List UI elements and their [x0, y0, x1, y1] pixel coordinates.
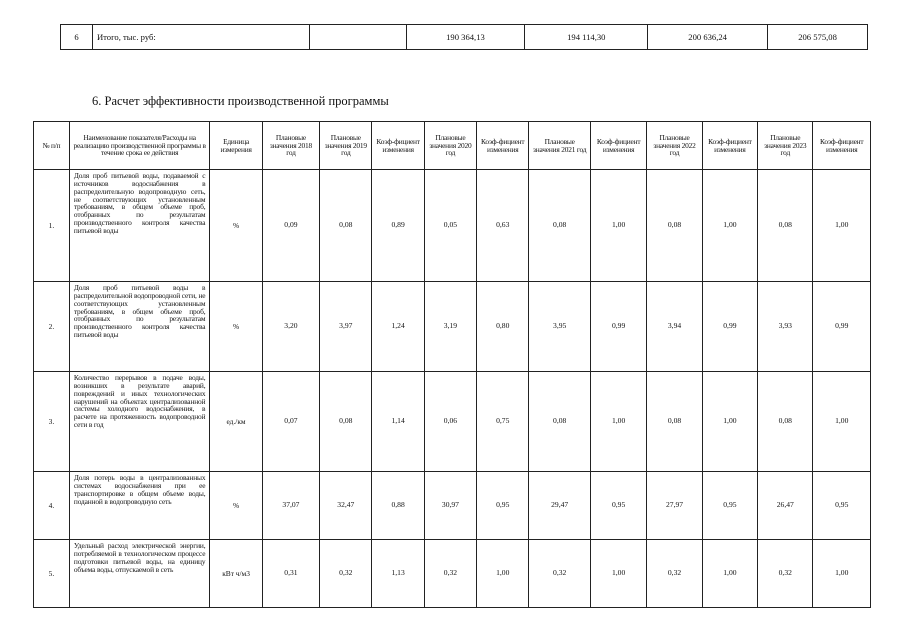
row-number: 3. — [34, 372, 70, 472]
row-value: 0,89 — [372, 170, 424, 282]
row-value: 27,97 — [647, 472, 702, 540]
row-value: 0,95 — [813, 472, 871, 540]
table-row — [34, 540, 871, 608]
row-value: 0,08 — [529, 170, 591, 282]
row-description: Доля проб питьевой воды, подаваемой с источников водоснабжения в распределительную водопроводную сеть, не соответствующих установленным требованиям, в общем объеме проб, отобранных по результатам производственного контроля качества питьевой воды — [69, 170, 210, 282]
row-value: 1,14 — [372, 372, 424, 472]
row-value: 3,93 — [758, 282, 813, 372]
row-value: 0,06 — [424, 372, 476, 472]
column-header: № п/п — [34, 122, 70, 170]
row-value: 1,00 — [477, 540, 529, 608]
row-unit: кВт ч/м3 — [210, 540, 262, 608]
row-value: 0,32 — [529, 540, 591, 608]
column-header: Плановые значения 2022 год — [647, 122, 702, 170]
column-header: Коэф-фициент изменения — [813, 122, 871, 170]
column-header: Плановые значения 2023 год — [758, 122, 813, 170]
row-value: 3,20 — [262, 282, 319, 372]
row-value: 0,05 — [424, 170, 476, 282]
row-value: 0,09 — [262, 170, 319, 282]
row-value: 1,00 — [813, 540, 871, 608]
row-value: 1,00 — [813, 170, 871, 282]
row-value: 0,07 — [262, 372, 319, 472]
row-value: 3,97 — [320, 282, 372, 372]
row-value: 1,00 — [702, 372, 757, 472]
row-description: Удельный расход электрической энергии, потребляемой в технологическом процессе подготовки питьевой воды, на единицу объема воды, отпускаемой в сеть — [69, 540, 210, 608]
row-value: 3,94 — [647, 282, 702, 372]
row-value: 0,75 — [477, 372, 529, 472]
summary-value: 200 636,24 — [648, 25, 768, 50]
summary-value: 194 114,30 — [525, 25, 648, 50]
table-header-row — [34, 122, 871, 170]
row-unit: ед./км — [210, 372, 262, 472]
table-row — [34, 170, 871, 282]
column-header: Плановые значения 2018 год — [262, 122, 319, 170]
row-value: 26,47 — [758, 472, 813, 540]
row-value: 0,32 — [647, 540, 702, 608]
row-value: 1,00 — [590, 540, 646, 608]
row-value: 0,95 — [590, 472, 646, 540]
row-value: 3,19 — [424, 282, 476, 372]
row-value: 0,99 — [813, 282, 871, 372]
column-header: Наименование показателя/Расходы на реализацию производственной программы в течение срока ее действия — [69, 122, 210, 170]
row-number: 5. — [34, 540, 70, 608]
row-value: 0,08 — [320, 372, 372, 472]
section-title: 6. Расчет эффективности производственной программы — [92, 94, 389, 108]
row-value: 0,08 — [647, 170, 702, 282]
column-header: Коэф-фициент изменения — [590, 122, 646, 170]
column-header: Коэф-фициент изменения — [372, 122, 424, 170]
table-row — [34, 282, 871, 372]
column-header: Плановые значения 2021 год — [529, 122, 591, 170]
row-value: 0,08 — [529, 372, 591, 472]
table-row — [34, 472, 871, 540]
row-value: 0,31 — [262, 540, 319, 608]
column-header: Коэф-фициент изменения — [477, 122, 529, 170]
row-number: 1. — [34, 170, 70, 282]
column-header: Коэф-фициент изменения — [702, 122, 757, 170]
summary-row-label: Итого, тыс. руб: — [92, 25, 309, 50]
row-value: 0,63 — [477, 170, 529, 282]
row-value: 32,47 — [320, 472, 372, 540]
row-value: 0,32 — [758, 540, 813, 608]
column-header: Единица измерения — [210, 122, 262, 170]
summary-table — [60, 24, 868, 50]
row-description: Количество перерывов в подаче воды, возникших в результате аварий, повреждений и иных технологических нарушений на объектах централизованной системы холодного водоснабжения, в расчете на протяженность водопроводной сети в год — [69, 372, 210, 472]
column-header: Плановые значения 2019 год — [320, 122, 372, 170]
row-value: 0,80 — [477, 282, 529, 372]
row-value: 0,95 — [477, 472, 529, 540]
row-value: 1,13 — [372, 540, 424, 608]
row-value: 0,32 — [424, 540, 476, 608]
row-value: 1,00 — [813, 372, 871, 472]
row-number: 2. — [34, 282, 70, 372]
summary-empty-cell — [309, 25, 406, 50]
column-header: Плановые значения 2020 год — [424, 122, 476, 170]
row-value: 3,95 — [529, 282, 591, 372]
row-value: 0,99 — [702, 282, 757, 372]
table-row — [34, 372, 871, 472]
row-value: 0,08 — [758, 170, 813, 282]
row-value: 1,00 — [702, 540, 757, 608]
row-description: Доля потерь воды в централизованных системах водоснабжения при ее транспортировке в общем объеме воды, поданной в водопроводную сеть — [69, 472, 210, 540]
row-unit: % — [210, 472, 262, 540]
row-value: 0,08 — [758, 372, 813, 472]
row-value: 1,24 — [372, 282, 424, 372]
summary-row-number: 6 — [61, 25, 93, 50]
row-description: Доля проб питьевой воды в распределительной водопроводной сети, не соответствующих установленным требованиям, в общем объеме проб, отобранных по результатам производственного контроля качества питьевой воды — [69, 282, 210, 372]
row-value: 29,47 — [529, 472, 591, 540]
row-number: 4. — [34, 472, 70, 540]
row-value: 0,88 — [372, 472, 424, 540]
efficiency-table — [33, 121, 871, 608]
row-value: 0,08 — [647, 372, 702, 472]
summary-row — [61, 25, 868, 50]
row-value: 0,08 — [320, 170, 372, 282]
row-value: 0,32 — [320, 540, 372, 608]
row-unit: % — [210, 282, 262, 372]
row-value: 1,00 — [590, 170, 646, 282]
row-value: 1,00 — [702, 170, 757, 282]
summary-value: 190 364,13 — [406, 25, 525, 50]
row-value: 0,99 — [590, 282, 646, 372]
row-value: 30,97 — [424, 472, 476, 540]
summary-value: 206 575,08 — [768, 25, 868, 50]
row-unit: % — [210, 170, 262, 282]
row-value: 0,95 — [702, 472, 757, 540]
row-value: 1,00 — [590, 372, 646, 472]
row-value: 37,07 — [262, 472, 319, 540]
